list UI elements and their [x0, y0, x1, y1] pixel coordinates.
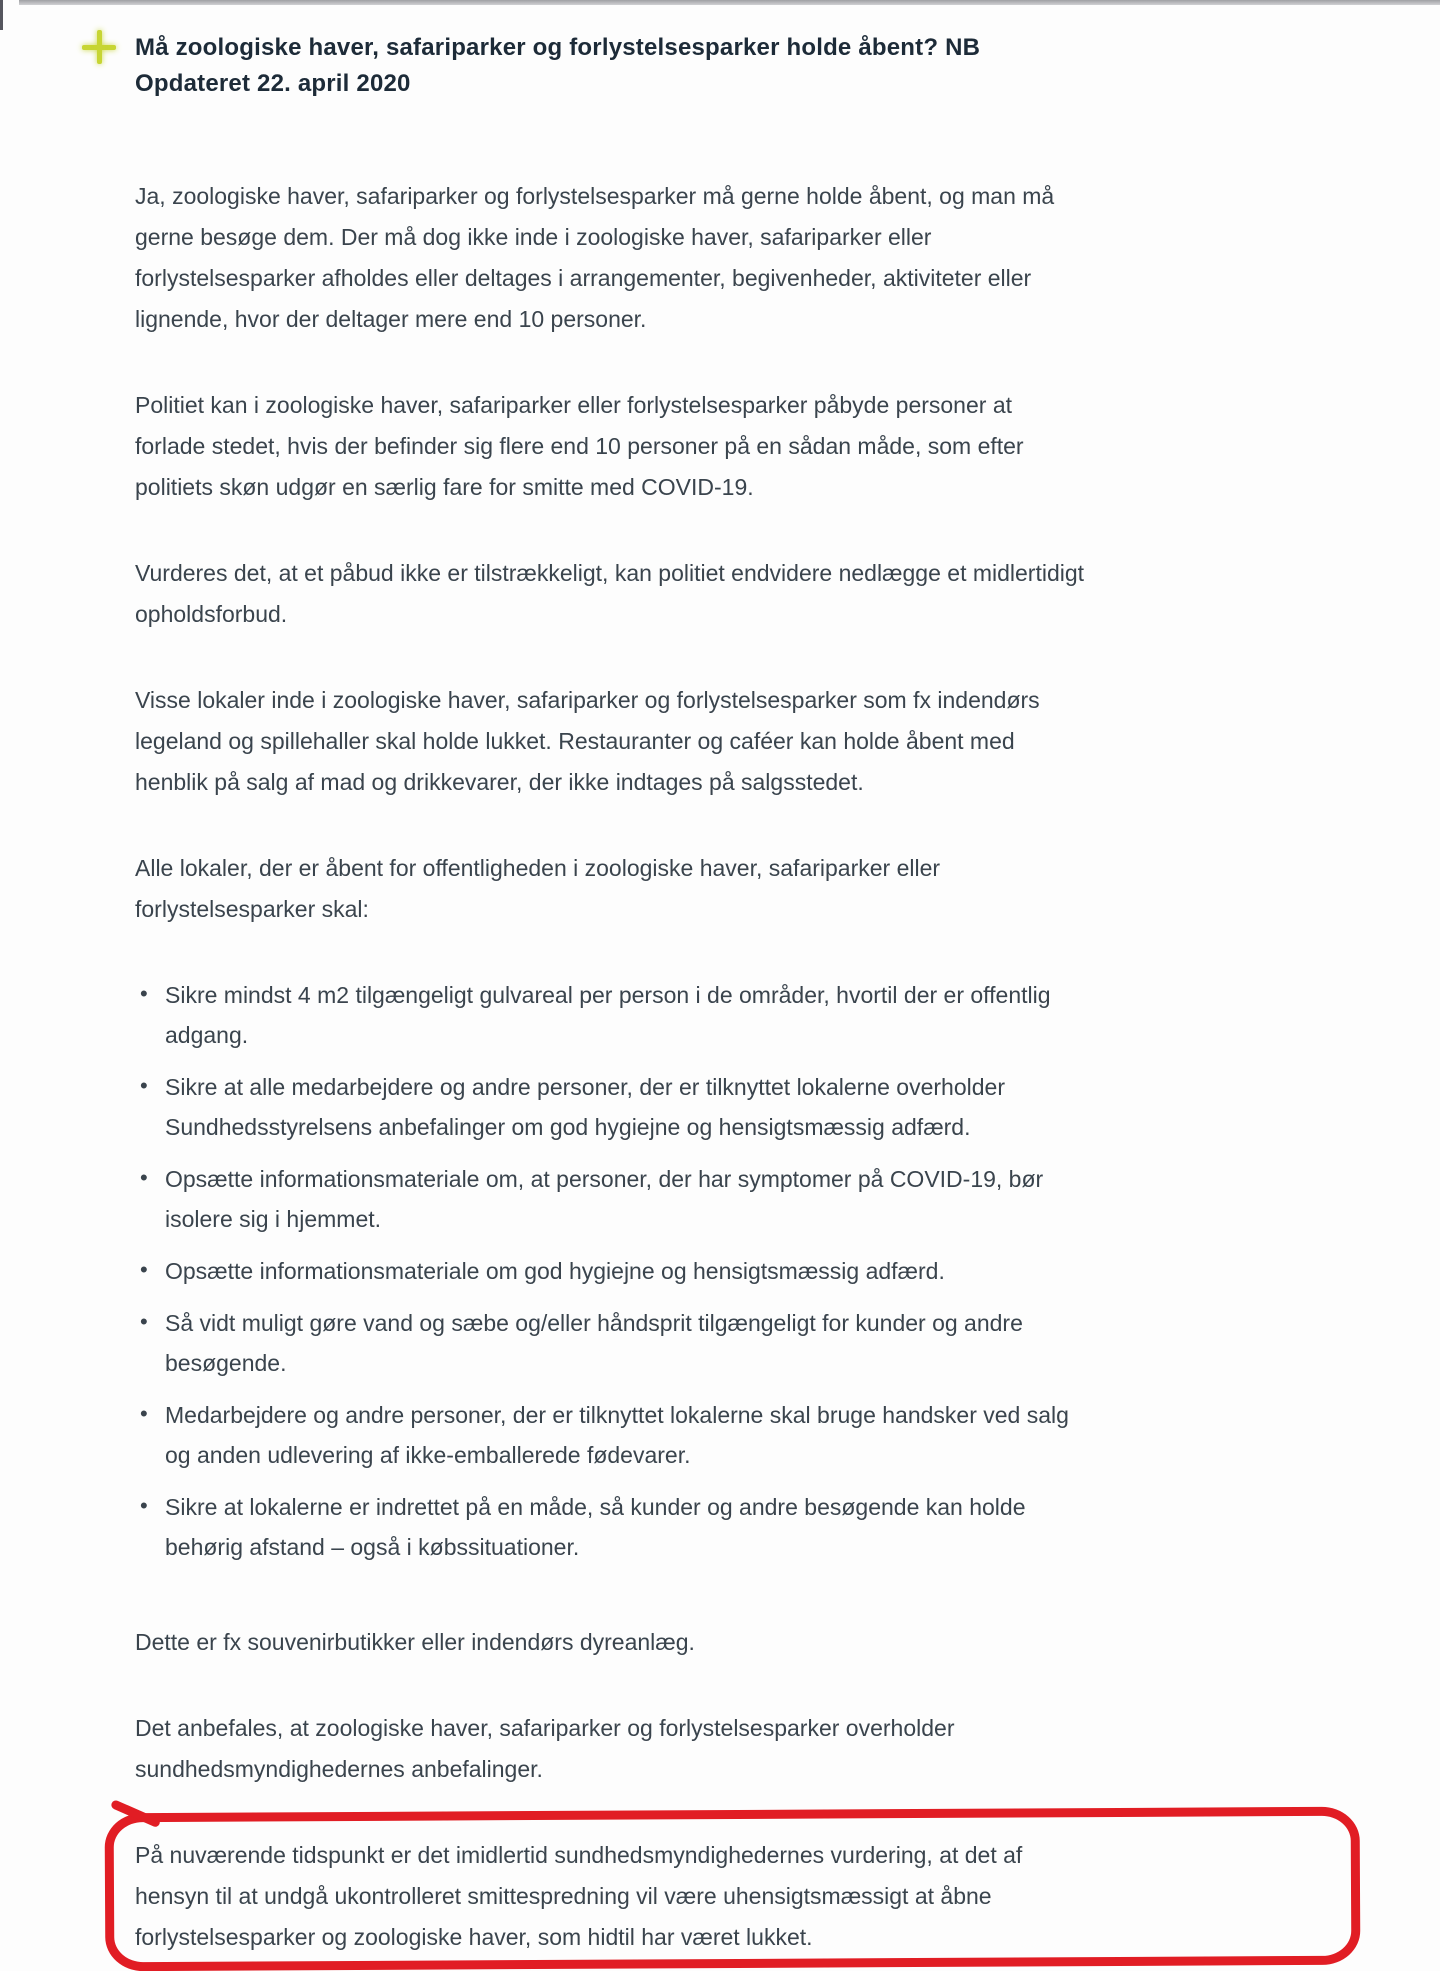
paragraph-police: Politiet kan i zoologiske haver, safariparker eller forlystelsesparker påbyde personer at forlade stedet, hvis der befinder sig flere end 10 personer på en sådan måde, som efter politiets skøn udgør en særlig fare for smitte med COVID-19. — [135, 392, 1024, 500]
highlighted-paragraph-wrap — [135, 1835, 1087, 1958]
highlighted-paragraph: På nuværende tidspunkt er det imidlertid sundhedsmyndighedernes vurdering, at det af hensyn til at undgå ukontrolleret smittespredning vil være uhensigtsmæssigt at åbne forlystelsesparker og zoologiske haver, som hidtil har været lukket. — [135, 1842, 1023, 1950]
list-item: • Medarbejdere og andre personer, der er tilknyttet lokalerne skal bruge handsker ved salg og anden udlevering af ikke-emballerede fødevarer. — [135, 1395, 1087, 1475]
paragraph-closed-venues: Visse lokaler inde i zoologiske haver, safariparker og forlystelsesparker som fx indendørs legeland og spillehaller skal holde lukket. Restauranter og caféer kan holde åbent med henblik på salg af mad og drikkevarer, der ikke indtages på salgsstedet. — [135, 687, 1040, 795]
faq-question-heading[interactable] — [135, 30, 1087, 102]
top-border-line — [19, 0, 1440, 5]
list-item: • Sikre mindst 4 m2 tilgængeligt gulvareal per person i de områder, hvortil der er offentlig adgang. — [135, 975, 1087, 1055]
requirements-list — [135, 975, 1087, 1567]
list-item: • Opsætte informationsmateriale om god hygiejne og hensigtsmæssig adfærd. — [135, 1251, 1087, 1291]
list-item: • Sikre at lokalerne er indrettet på en måde, så kunder og andre besøgende kan holde behørig afstand – også i købssituationer. — [135, 1487, 1087, 1567]
list-item: • Opsætte informationsmateriale om, at personer, der har symptomer på COVID-19, bør isolere sig i hjemmet. — [135, 1159, 1087, 1239]
plus-icon-bar — [97, 30, 102, 64]
expand-plus-icon[interactable] — [81, 29, 117, 65]
faq-content — [135, 30, 1087, 1958]
list-item: • Sikre at alle medarbejdere og andre personer, der er tilknyttet lokalerne overholder Sundhedsstyrelsens anbefalinger om god hygiejne og hensigtsmæssig adfærd. — [135, 1067, 1087, 1147]
paragraph-intro: Ja, zoologiske haver, safariparker og forlystelsesparker må gerne holde åbent, og man må gerne besøge dem. Der må dog ikke inde i zoologiske haver, safariparker eller forlystelsesparker afholdes eller deltages i arrangementer, begivenheder, aktiviteter eller lignende, hvor der deltager mere end 10 personer. — [135, 183, 1055, 332]
paragraph-recommendation: Det anbefales, at zoologiske haver, safariparker og forlystelsesparker overholder sundhedsmyndighedernes anbefalinger. — [135, 1715, 955, 1782]
paragraph-examples: Dette er fx souvenirbutikker eller indendørs dyreanlæg. — [135, 1629, 695, 1655]
paragraph-requirements-lead: Alle lokaler, der er åbent for offentligheden i zoologiske haver, safariparker eller forlystelsesparker skal: — [135, 855, 941, 922]
heading-line-1: Må zoologiske haver, safariparker og forlystelsesparker holde åbent? NB — [135, 34, 981, 61]
list-item: • Så vidt muligt gøre vand og sæbe og/eller håndsprit tilgængeligt for kunder og andre besøgende. — [135, 1303, 1087, 1383]
paragraph-prohibition: Vurderes det, at et påbud ikke er tilstrækkeligt, kan politiet endvidere nedlægge et midlertidigt opholdsforbud. — [135, 560, 1085, 627]
left-corner-line — [0, 0, 3, 30]
heading-line-2: Opdateret 22. april 2020 — [135, 70, 411, 97]
